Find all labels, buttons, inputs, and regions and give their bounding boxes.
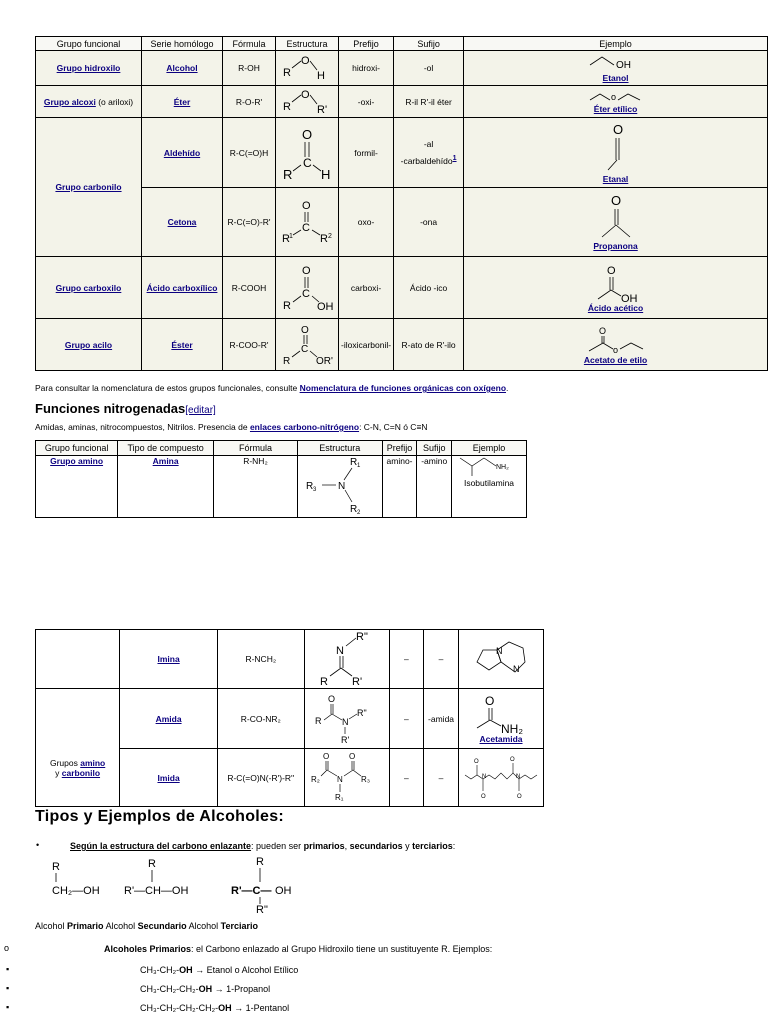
svg-text:R': R' xyxy=(317,103,328,115)
svg-text:o: o xyxy=(610,91,616,102)
formula-cell: R-C(=O)-R' xyxy=(223,188,276,257)
intro-end: : C-N, C=N ó C≡N xyxy=(359,422,428,432)
structure-cell xyxy=(297,456,382,518)
svg-text:R: R xyxy=(320,233,328,245)
svg-text:R: R xyxy=(283,355,291,366)
suffix-cell: -amino xyxy=(417,456,452,518)
example-cell xyxy=(459,630,544,689)
svg-text:C: C xyxy=(303,155,312,170)
suffix-cell: R-ato de R'-ilo xyxy=(394,319,464,371)
svg-text:O: O xyxy=(598,325,606,336)
formula-cell: R-OH xyxy=(223,51,276,86)
bold-text: OH xyxy=(179,965,193,975)
svg-text:OR': OR' xyxy=(316,355,333,366)
text: Alcohol xyxy=(105,921,138,931)
example-line xyxy=(140,984,270,994)
group-link[interactable]: Grupo acilo xyxy=(64,339,113,350)
formula-text: CH₃-CH₂-CH₂-CH₂- xyxy=(140,1003,219,1013)
taed-molecule-icon xyxy=(461,753,541,803)
bold-text: Terciario xyxy=(220,921,259,931)
bold-text: OH xyxy=(198,984,213,994)
suffix-cell: Ácido -ico xyxy=(394,257,464,319)
svg-text:C: C xyxy=(301,343,309,355)
ether-structure-icon xyxy=(279,87,335,115)
svg-text:R: R xyxy=(282,233,290,245)
section-heading-nitrogen xyxy=(35,401,216,416)
svg-text:O: O xyxy=(301,55,310,67)
group-text: Grupos xyxy=(49,757,81,768)
svg-text:O: O xyxy=(606,264,616,277)
suffix-cell: – xyxy=(424,749,459,807)
svg-text:R: R xyxy=(283,67,291,79)
svg-text:O: O xyxy=(612,121,623,137)
bold-text: Primario xyxy=(67,921,104,931)
nitrogen-functions-table xyxy=(35,440,527,518)
ethanal-molecule-icon xyxy=(596,122,636,174)
svg-text:OH: OH xyxy=(275,885,292,897)
table-row xyxy=(36,689,544,749)
bold-text: Secundario xyxy=(137,921,187,931)
svg-text:N: N xyxy=(341,716,349,727)
svg-text:O: O xyxy=(327,693,335,704)
propanone-molecule-icon xyxy=(596,193,636,241)
alcohol-classes-diagram xyxy=(48,854,338,914)
example-cell xyxy=(464,118,768,188)
group-link[interactable]: Grupo alcoxi xyxy=(43,96,96,107)
example-link[interactable]: Acetato de etilo xyxy=(583,354,648,365)
svg-text:R: R xyxy=(349,504,358,514)
bold-text: primarios xyxy=(303,841,345,851)
svg-text:N: N xyxy=(482,773,487,780)
svg-text:2: 2 xyxy=(328,233,332,240)
table-row xyxy=(36,188,768,257)
formula-cell: R-CO-NR₂ xyxy=(217,689,304,749)
structure-cell xyxy=(276,86,339,118)
imide-structure-icon xyxy=(309,750,385,804)
svg-text:O: O xyxy=(481,793,486,800)
header-cell: Serie homólogo xyxy=(142,37,223,51)
carboxylic-acid-structure-icon xyxy=(279,262,335,312)
header-cell: Prefijo xyxy=(339,37,394,51)
nitrogen-intro xyxy=(35,422,428,432)
svg-text:O: O xyxy=(474,758,479,765)
prefix-cell: hidroxi- xyxy=(339,51,394,86)
nitrogen-carbonyl-table xyxy=(35,629,544,807)
structure-cell xyxy=(304,749,389,807)
table-row xyxy=(36,51,768,86)
structure-cell xyxy=(276,257,339,319)
type-link[interactable]: Imida xyxy=(157,772,180,783)
svg-text:R": R" xyxy=(256,904,268,914)
example-link[interactable]: Etanal xyxy=(602,173,629,184)
structure-cell xyxy=(276,118,339,188)
svg-text:R'—CH—OH: R'—CH—OH xyxy=(124,885,189,897)
serie-link[interactable]: Aldehído xyxy=(163,147,201,158)
amide-structure-icon xyxy=(312,690,382,746)
example-line xyxy=(140,1003,289,1013)
svg-text:H: H xyxy=(321,166,331,181)
section-heading-alcohols: Tipos y Ejemplos de Alcoholes: xyxy=(35,808,285,825)
svg-text:R'—C—: R'—C— xyxy=(231,885,272,897)
acetic-acid-molecule-icon xyxy=(591,263,641,303)
suffix-text: -carbaldehído xyxy=(400,155,453,166)
structure-cell xyxy=(276,188,339,257)
table-row xyxy=(36,319,768,371)
serie-link[interactable]: Alcohol xyxy=(166,63,198,73)
type-link[interactable]: Amida xyxy=(155,713,182,724)
table-row xyxy=(36,456,527,518)
svg-text:R₂: R₂ xyxy=(310,774,320,784)
svg-text:H: H xyxy=(317,70,325,82)
alcohol-structure-icon xyxy=(279,52,335,82)
svg-text:2: 2 xyxy=(356,510,361,514)
svg-text:OH: OH xyxy=(317,300,334,312)
structure-cell xyxy=(304,689,389,749)
group-text: y xyxy=(55,767,62,778)
header-cell: Prefijo xyxy=(382,441,417,456)
text: y xyxy=(402,841,413,851)
suffix-cell: R-il R'-il éter xyxy=(394,86,464,118)
suffix-text: -al xyxy=(423,139,434,150)
imine-structure-icon xyxy=(312,630,382,686)
formula-cell: R-NCH₂ xyxy=(217,630,304,689)
svg-text:R: R xyxy=(256,856,264,868)
serie-link[interactable]: Éster xyxy=(171,339,193,350)
formula-text: CH₃-CH₂- xyxy=(140,965,180,975)
prefix-cell: carboxi- xyxy=(339,257,394,319)
svg-text:N: N xyxy=(336,774,343,784)
text: : el Carbono enlazado al Grupo Hidroxilo tiene un sustituyente R. Ejemplos: xyxy=(191,944,493,954)
svg-text:OH: OH xyxy=(620,292,638,303)
alcohol-types-line xyxy=(70,841,455,851)
prefix-cell: formil- xyxy=(339,118,394,188)
example-cell xyxy=(464,51,768,86)
structure-cell xyxy=(276,51,339,86)
svg-text:O: O xyxy=(302,126,313,142)
svg-text:R': R' xyxy=(351,676,362,686)
svg-text:NH₂: NH₂ xyxy=(496,464,509,471)
serie-link[interactable]: Ácido carboxílico xyxy=(146,282,218,293)
isobutylamine-molecule-icon xyxy=(454,456,524,478)
square-bullet-icon: ▪ xyxy=(6,1002,10,1012)
svg-text:O: O xyxy=(517,793,522,800)
ether-molecule-icon xyxy=(586,90,646,104)
example-cell xyxy=(452,456,527,518)
svg-text:R: R xyxy=(349,457,358,468)
carbon-nitrogen-link[interactable]: enlaces carbono-nitrógeno xyxy=(249,422,360,432)
svg-text:O: O xyxy=(301,88,310,101)
group-link[interactable]: Grupo carboxilo xyxy=(55,282,122,293)
formula-cell: R-COO-R' xyxy=(223,319,276,371)
svg-text:R: R xyxy=(283,100,291,113)
alcohol-class-labels xyxy=(35,921,258,931)
bullet-icon: • xyxy=(36,840,40,850)
empty-cell xyxy=(36,630,120,689)
text: , xyxy=(344,841,350,851)
suffix-cell: -amida xyxy=(424,689,459,749)
svg-text:R₁: R₁ xyxy=(334,792,344,802)
svg-text:R₃: R₃ xyxy=(360,774,370,784)
example-cell xyxy=(464,319,768,371)
prefix-cell: -iloxicarbonil- xyxy=(339,319,394,371)
svg-text:CH₂—OH: CH₂—OH xyxy=(52,885,100,897)
edit-link[interactable]: [editar] xyxy=(185,405,216,416)
nomenclature-link[interactable]: Nomenclatura de funciones orgánicas con oxígeno xyxy=(299,383,507,393)
prefix-cell: – xyxy=(389,749,424,807)
svg-text:R: R xyxy=(314,715,322,726)
example-link[interactable]: Ácido acético xyxy=(587,302,644,313)
heading-text: Funciones nitrogenadas xyxy=(35,401,186,416)
type-link[interactable]: Amina xyxy=(152,456,179,466)
example-link[interactable]: Éter etílico xyxy=(593,103,638,114)
example-cell xyxy=(459,689,544,749)
svg-text:C: C xyxy=(302,287,310,300)
svg-text:O: O xyxy=(301,324,309,336)
type-link[interactable]: Imina xyxy=(157,654,180,664)
svg-text:1: 1 xyxy=(289,233,293,240)
structure-cell xyxy=(276,319,339,371)
svg-text:R": R" xyxy=(355,631,368,643)
example-cell xyxy=(459,749,544,807)
svg-text:C: C xyxy=(302,222,310,234)
prefix-cell: – xyxy=(389,630,424,689)
group-extra: (o ariloxi) xyxy=(95,96,134,107)
svg-text:3: 3 xyxy=(312,487,317,493)
suffix-cell: -ol xyxy=(394,51,464,86)
table-row xyxy=(36,86,768,118)
prefix-cell: amino- xyxy=(382,456,417,518)
prefix-cell: -oxi- xyxy=(339,86,394,118)
svg-text:NH₂: NH₂ xyxy=(501,721,523,734)
nomenclature-note xyxy=(35,383,508,393)
group-cell xyxy=(36,689,120,807)
svg-text:R: R xyxy=(305,481,314,492)
amino-link[interactable]: amino xyxy=(80,757,106,768)
example-cell xyxy=(464,86,768,118)
svg-text:R": R" xyxy=(356,707,367,718)
text: → Etanol o Alcohol Etílico xyxy=(192,965,299,975)
header-cell: Tipo de compuesto xyxy=(118,441,214,456)
svg-text:O: O xyxy=(485,693,495,708)
ethyl-acetate-molecule-icon xyxy=(581,325,651,355)
group-link[interactable]: Grupo amino xyxy=(50,456,104,466)
svg-text:O: O xyxy=(510,756,515,763)
formula-cell: R-NH₂ xyxy=(214,456,298,518)
header-cell: Estructura xyxy=(297,441,382,456)
bold-text: terciarios xyxy=(412,841,453,851)
suffix-cell xyxy=(394,118,464,188)
table-header-row xyxy=(36,37,768,51)
table-row xyxy=(36,630,544,689)
square-bullet-icon: ▪ xyxy=(6,964,10,974)
serie-link[interactable]: Éter xyxy=(173,96,191,107)
svg-text:R': R' xyxy=(340,734,349,745)
svg-text:R: R xyxy=(283,166,293,181)
text: → 1-Pentanol xyxy=(231,1003,290,1013)
carbonyl-link[interactable]: carbonilo xyxy=(61,767,101,778)
svg-text:R: R xyxy=(52,861,60,873)
table-row xyxy=(36,257,768,319)
oxygen-functions-table xyxy=(35,36,768,371)
header-cell: Grupo funcional xyxy=(36,441,118,456)
formula-cell: R-COOH xyxy=(223,257,276,319)
suffix-cell: -ona xyxy=(394,188,464,257)
group-link[interactable]: Grupo hidroxilo xyxy=(56,63,121,73)
text: : pueden ser xyxy=(251,841,304,851)
formula-text: CH₃-CH₂-CH₂- xyxy=(140,984,199,994)
svg-text:OH: OH xyxy=(615,60,631,71)
svg-text:1: 1 xyxy=(356,463,361,469)
table-row xyxy=(36,118,768,188)
serie-link[interactable]: Cetona xyxy=(167,217,197,227)
svg-text:R: R xyxy=(319,676,328,686)
svg-text:O: O xyxy=(302,264,311,277)
bold-text: Alcoholes Primarios xyxy=(104,944,192,954)
svg-text:O: O xyxy=(322,751,329,761)
svg-text:N: N xyxy=(516,773,521,780)
header-cell: Estructura xyxy=(276,37,339,51)
svg-text:N: N xyxy=(513,664,520,674)
header-cell: Grupo funcional xyxy=(36,37,142,51)
text: Alcohol xyxy=(188,921,221,931)
svg-text:R: R xyxy=(148,858,156,870)
header-cell: Ejemplo xyxy=(464,37,768,51)
formula-cell: R-C(=O)N(-R')-R'' xyxy=(217,749,304,807)
prefix-cell: oxo- xyxy=(339,188,394,257)
formula-cell: R-O-R' xyxy=(223,86,276,118)
svg-text:O: O xyxy=(610,193,621,208)
example-line xyxy=(140,965,298,975)
note-end: . xyxy=(506,383,509,393)
example-link[interactable]: Propanona xyxy=(593,241,638,251)
structure-cell xyxy=(304,630,389,689)
example-cell xyxy=(464,188,768,257)
prefix-cell: – xyxy=(389,689,424,749)
header-cell: Fórmula xyxy=(223,37,276,51)
header-cell: Fórmula xyxy=(214,441,298,456)
carbon-structure-link[interactable]: Según la estructura del carbono enlazante xyxy=(70,841,252,851)
note-text: Para consultar la nomenclatura de estos grupos funcionales, consulte xyxy=(35,383,300,393)
example-link[interactable]: Acetamida xyxy=(479,733,523,744)
header-cell: Sufijo xyxy=(394,37,464,51)
svg-text:R: R xyxy=(283,299,291,312)
header-cell: Ejemplo xyxy=(452,441,527,456)
formula-cell: R-C(=O)H xyxy=(223,118,276,188)
ethanol-molecule-icon xyxy=(586,53,646,73)
dbn-molecule-icon xyxy=(471,636,531,682)
footnote-link[interactable]: 1 xyxy=(452,154,457,163)
header-cell: Sufijo xyxy=(417,441,452,456)
suffix-cell: – xyxy=(424,630,459,689)
primary-alcohols-line xyxy=(104,944,492,954)
example-link[interactable]: Etanol xyxy=(602,73,629,83)
table-header-row xyxy=(36,441,527,456)
amine-structure-icon xyxy=(302,456,378,514)
intro-text: Amidas, aminas, nitrocompuestos, Nitrilos. Presencia de xyxy=(35,422,250,432)
text: Alcohol xyxy=(35,921,68,931)
ketone-structure-icon xyxy=(278,197,336,245)
svg-text:N: N xyxy=(335,645,344,657)
aldehyde-structure-icon xyxy=(279,123,335,181)
text: → 1-Propanol xyxy=(212,984,271,994)
example-name: Isobutilamina xyxy=(463,478,515,488)
svg-text:N: N xyxy=(496,646,503,656)
bold-text: secundarios xyxy=(349,841,403,851)
svg-text:o: o xyxy=(612,344,618,355)
group-link[interactable]: Grupo carbonilo xyxy=(55,182,122,192)
example-cell xyxy=(464,257,768,319)
svg-text:N: N xyxy=(337,481,346,492)
circle-bullet-icon: o xyxy=(4,943,10,953)
square-bullet-icon: ▪ xyxy=(6,983,10,993)
bold-text: OH xyxy=(218,1003,232,1013)
ester-structure-icon xyxy=(279,322,335,366)
acetamide-molecule-icon xyxy=(471,694,531,734)
svg-text:O: O xyxy=(302,200,311,212)
svg-text:O: O xyxy=(348,751,355,761)
text: : xyxy=(452,841,456,851)
